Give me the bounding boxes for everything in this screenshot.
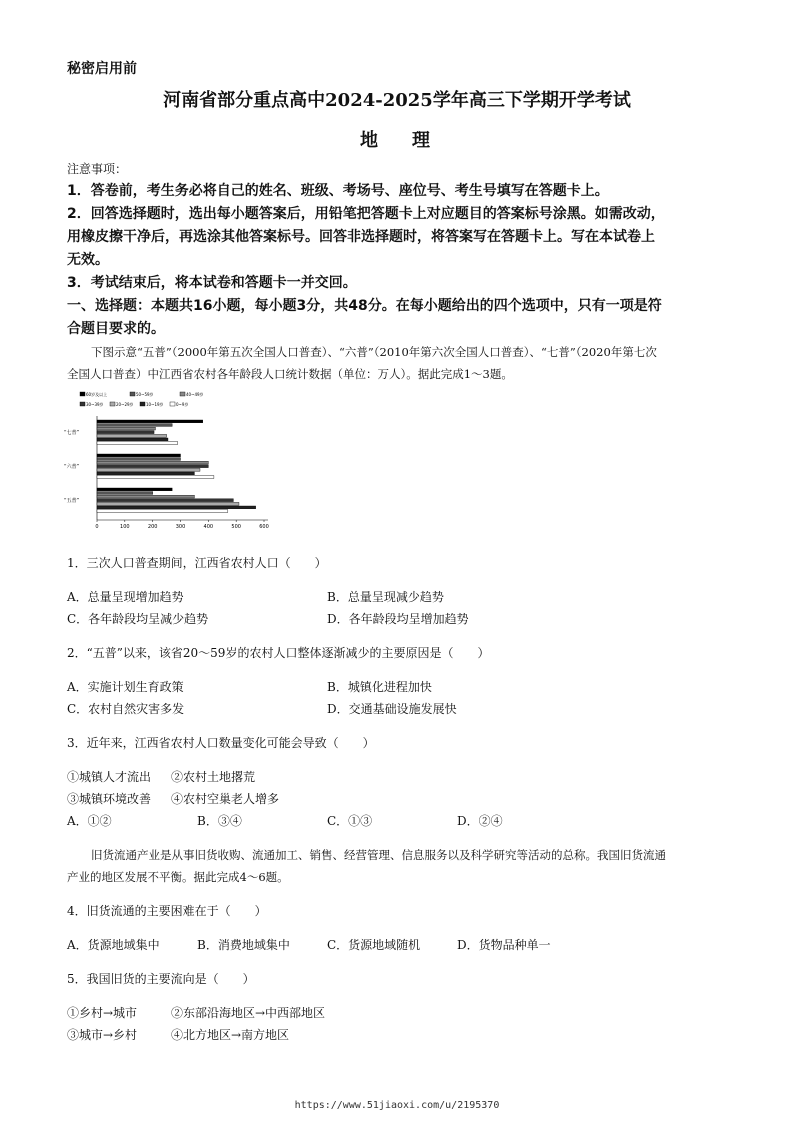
notice-item: 1．答卷前，考生务必将自己的姓名、班级、考场号、座位号、考生号填写在答题卡上。 [67,183,609,199]
option-b[interactable]: B．总量呈现减少趋势 [327,590,444,604]
option-c[interactable]: C．①③ [327,814,373,828]
bar [97,424,172,427]
legend-label: 50~59岁 [136,392,154,397]
bar [97,420,203,423]
statement: ①城镇人才流出 [67,770,152,784]
legend-swatch [130,392,135,396]
bar [97,427,155,430]
legend-swatch [140,402,145,406]
option-d[interactable]: D．各年龄段均呈增加趋势 [327,612,469,626]
secret-label: 秘密启用前 [67,61,137,77]
bar [97,468,200,471]
option-a[interactable]: A．实施计划生育政策 [67,680,184,694]
legend-label: 20~29岁 [116,402,134,407]
legend-label: 30~39岁 [86,402,104,407]
bar [97,492,153,495]
option-a[interactable]: A．货源地域集中 [67,937,160,952]
statement: ②农村土地撂荒 [171,770,256,784]
x-tick-label: 200 [147,524,158,530]
statement: ④农村空巢老人增多 [171,792,280,806]
notice-heading: 注意事项： [67,162,128,176]
bar [97,488,172,491]
section-heading: 一、选择题：本题共16小题，每小题3分，共48分。在每小题给出的四个选项中，只有一项是符合题目要求的。 [67,298,662,337]
statement: ②东部沿海地区→中西部地区 [171,1005,326,1020]
bar [97,434,167,437]
bar [97,438,168,441]
bar [97,472,194,475]
question-stem: 3．近年来，江西省农村人口数量变化可能会导致（ ） [67,736,375,750]
subject-title: 地理 [360,130,464,151]
options-row [67,608,667,630]
intro-text: 下图示意“五普”（2000年第五次全国人口普查）、“六普”（2010年第六次全国人口普查）、“七普”（2020年第七次全国人口普查）中江西省农村各年龄段人口统计数据（单位：万人）。据此完成1～3题。 [67,345,657,381]
bar [97,442,178,445]
option-b[interactable]: B．③④ [197,814,242,828]
option-c[interactable]: C．货源地域随机 [327,937,421,952]
legend-label: 60岁及以上 [86,392,108,397]
legend-label: 0~9岁 [176,402,189,407]
options-row [67,934,667,956]
bar [97,476,214,479]
notice-item: 2．回答选择题时，选出每小题答案后，用铅笔把答题卡上对应题目的答案标号涂黑。如需改动，用橡皮擦干净后，再选涂其他答案标号。回答非选择题时，将答案写在答题卡上。写在本试卷上无效。 [67,206,665,268]
x-tick-label: 400 [203,524,214,530]
legend-swatch [180,392,185,396]
statement: ③城市→乡村 [67,1027,138,1042]
statements-row [67,766,667,788]
bar [97,510,228,513]
legend-label: 40~49岁 [186,392,204,397]
option-c[interactable]: C．农村自然灾害多发 [67,702,185,716]
bar [97,458,181,461]
x-tick-label: 300 [175,524,186,530]
options-row [67,586,667,608]
bar [97,454,181,457]
statements-row [67,1024,667,1046]
option-d[interactable]: D．②④ [457,814,503,828]
options-row [67,698,667,720]
population-bar-chart [62,390,282,530]
question-stem: 1．三次人口普查期间，江西省农村人口（ ） [67,556,327,570]
bar [97,461,208,464]
question-stem: 2．“五普”以来，该省20～59岁的农村人口整体逐渐减少的主要原因是（ ） [67,646,490,660]
footer-url[interactable]: https://www.51jiaoxi.com/u/2195370 [294,1100,500,1111]
category-label: “七普” [64,430,80,436]
bar [97,465,208,468]
statements-row [67,1002,667,1024]
option-b[interactable]: B．城镇化进程加快 [327,680,432,694]
options-row [67,676,667,698]
notice-item: 3．考试结束后，将本试卷和答题卡一并交回。 [67,275,357,291]
x-tick-label: 100 [120,524,130,530]
option-c[interactable]: C．各年龄段均呈减少趋势 [67,612,209,626]
bar [97,431,154,434]
legend-swatch [80,402,85,406]
question-stem: 5．我国旧货的主要流向是（ ） [67,971,255,986]
option-b[interactable]: B．消费地域集中 [197,937,290,952]
questions-block [67,540,667,1046]
legend-swatch [80,392,85,396]
option-d[interactable]: D．交通基础设施发展快 [327,702,457,716]
x-tick-label: 0 [95,524,99,530]
bar [97,495,194,498]
option-a[interactable]: A．总量呈现增加趋势 [67,590,184,604]
option-a[interactable]: A．①② [67,814,112,828]
options-row [67,810,667,832]
notice-block [67,158,667,385]
intro-text: 旧货流通产业是从事旧货收购、流通加工、销售、经营管理、信息服务以及科学研究等活动的总称。我国旧货流通产业的地区发展不平衡。据此完成4～6题。 [67,847,666,884]
category-label: “五普” [64,498,80,504]
statements-row [67,788,667,810]
legend-swatch [170,402,175,406]
statement: ④北方地区→南方地区 [171,1027,290,1042]
statement: ①乡村→城市 [67,1005,138,1020]
bar [97,506,256,509]
x-tick-label: 600 [259,524,269,530]
legend-swatch [110,402,115,406]
bar [97,502,239,505]
statement: ③城镇环境改善 [67,792,152,806]
x-tick-label: 500 [231,524,241,530]
question-stem: 4．旧货流通的主要困难在于（ ） [67,903,267,918]
legend-label: 10~19岁 [146,402,164,407]
exam-title: 河南省部分重点高中2024-2025学年高三下学期开学考试 [163,90,631,111]
category-label: “六普” [64,464,80,470]
option-d[interactable]: D．货物品种单一 [457,937,551,952]
bar [97,499,233,502]
